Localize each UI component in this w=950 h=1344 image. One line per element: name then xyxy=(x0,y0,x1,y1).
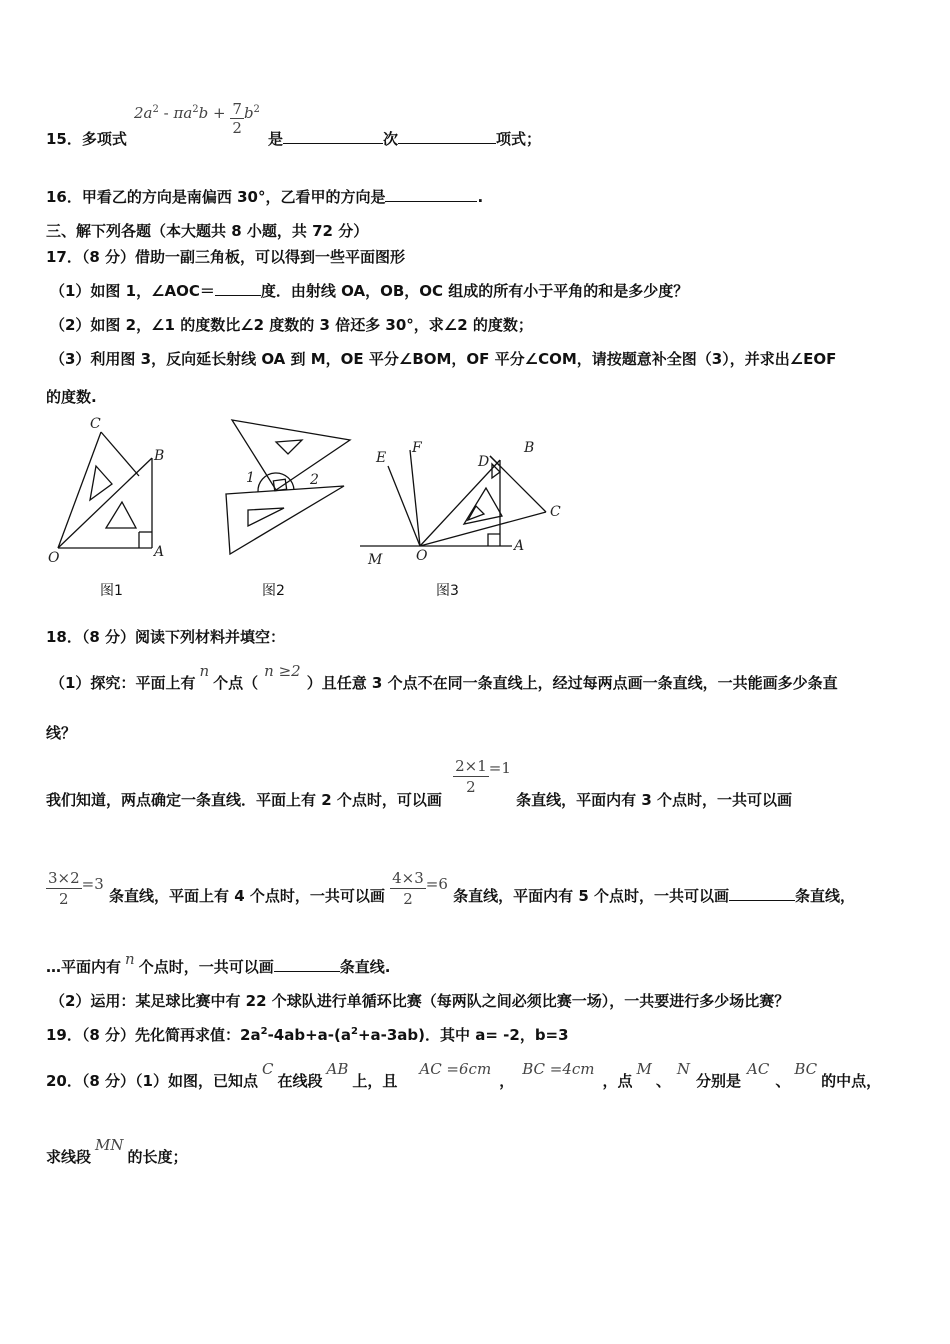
q15-blank-degree[interactable] xyxy=(283,129,383,144)
fig3-label-d: D xyxy=(478,454,490,470)
fig3-label-f: F xyxy=(412,440,422,456)
fig1-label-c: C xyxy=(90,416,101,432)
fig2-label-2: 2 xyxy=(310,472,319,488)
q18-blank-2[interactable] xyxy=(274,957,340,972)
q18-fraction-2: $\frac{3\times 2}{2}$ xyxy=(48,869,80,908)
figure-2 xyxy=(220,414,360,564)
fig1-label-a: A xyxy=(154,544,165,560)
q16-line: 16．甲看乙的方向是南偏西 30°，乙看甲的方向是 . xyxy=(46,188,484,206)
q18-part1-end: 线？ xyxy=(46,724,77,742)
q15-blank-terms[interactable] xyxy=(398,129,496,144)
figure-1-caption: 图1 xyxy=(100,583,123,599)
q19-line: 19．（8 分）先化简再求值：$2a^2-4ab+a-(a^2+a-3ab)$．其中 a= -2，b=3 xyxy=(46,1026,569,1044)
q18-last-line: …平面内有 n 个点时，一共可以画 条直线. xyxy=(46,950,391,976)
fig2-label-1: 1 xyxy=(246,470,255,486)
q15-expression: $2a^2 - \pi a^2b$ + $\frac{7}{2}$ $b^2$ xyxy=(134,100,260,137)
q17-part2: （2）如图 2，∠1 的度数比∠2 度数的 3 倍还多 30°，求∠2 的度数； xyxy=(50,316,533,334)
q20-line-2: 求线段MN的长度； xyxy=(46,1136,188,1166)
fig3-label-b: B xyxy=(524,440,535,456)
section-heading: 三、解下列各题（本大题共 8 小题，共 72 分） xyxy=(46,222,369,240)
q17-part3: （3）利用图 3，反向延长射线 OA 到 M，OE 平分∠BOM，OF 平分∠COM，请按题意补全图（3），并求出∠EOF xyxy=(50,350,837,368)
figure-1 xyxy=(44,414,184,574)
fig3-label-o: O xyxy=(416,548,428,564)
fig3-label-m: M xyxy=(368,552,383,568)
q18-fraction-1: $\frac{2\times 1}{2}$ xyxy=(455,757,487,796)
q17-blank[interactable] xyxy=(215,281,261,296)
fig3-label-e: E xyxy=(376,450,387,466)
q18-fraction-3: $\frac{4\times 3}{2}$ xyxy=(392,869,424,908)
figure-2-caption: 图2 xyxy=(262,583,285,599)
q17-title: 17．（8 分）借助一副三角板，可以得到一些平面图形 xyxy=(46,248,406,266)
q17-part3-end: 的度数. xyxy=(46,388,97,406)
fig1-label-b: B xyxy=(154,448,165,464)
q17-part1: （1）如图 1，∠AOC＝ 度．由射线 OA，OB，OC 组成的所有小于平角的和是多少度？ xyxy=(50,282,689,300)
q15-tail: 是 次 项式； xyxy=(268,130,542,148)
q18-mid-line: $\frac{3\times 2}{2}$ =3 条直线，平面上有 4 个点时，一共可以画 $\frac{4\times 3}{2}$ =6 条直线，平面内有 5 个点时，一共可以画 条直线， xyxy=(48,869,856,908)
figure-3 xyxy=(360,436,570,576)
q16-blank[interactable] xyxy=(385,187,477,202)
fig3-label-c: C xyxy=(550,504,561,520)
q18-title: 18．（8 分）阅读下列材料并填空： xyxy=(46,628,286,646)
fig1-label-o: O xyxy=(48,550,60,566)
q18-part2: （2）运用：某足球比赛中有 22 个球队进行单循环比赛（每两队之间必须比赛一场），一共要进行多少场比赛？ xyxy=(50,992,790,1010)
q15-label: 多项式 xyxy=(81,130,127,148)
q18-know-line: 我们知道，两点确定一条直线．平面上有 2 个点时，可以画 $\frac{2\times 1}{2}$ =1 条直线，平面内有 3 个点时，一共可以画 xyxy=(46,757,793,809)
q20-line: 20．（8 分）（1）如图，已知点C在线段AB上，且AC =6cm，BC =4cm，点M、N分别是AC、BC的中点， xyxy=(46,1060,882,1090)
q15-fraction: $\frac{7}{2}$ xyxy=(232,100,242,137)
q18-part1: （1）探究：平面上有n个点（n ≥2）且任意 3 个点不在同一条直线上，经过每两点画一条直线，一共能画多少条直 xyxy=(50,662,838,692)
q18-blank-1[interactable] xyxy=(729,886,795,901)
figure-3-caption: 图3 xyxy=(436,583,459,599)
q15-line xyxy=(46,128,127,149)
q15-number: 15． xyxy=(46,130,82,148)
fig3-label-a: A xyxy=(514,538,525,554)
